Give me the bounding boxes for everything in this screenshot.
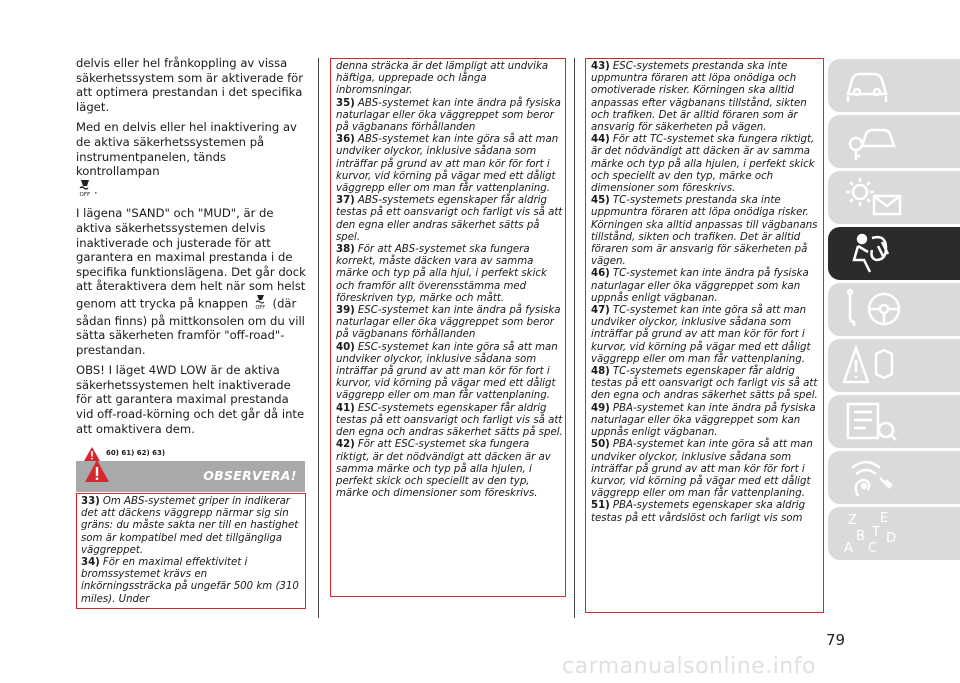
note-text: ABS-systemet kan inte ändra på fysiska naturlagar eller öka väggreppet som beror på vägbanans förhållanden [336, 97, 561, 134]
note-item [81, 557, 300, 606]
note-number: 36) [336, 134, 355, 146]
note-text: För att ABS-systemet ska fungera korrekt, måste däcken vara av samma märke och typ på alla hjul, i perfekt skick och framför allt överensstämma med föreskriven typ, märke och mått. [336, 244, 547, 304]
note-item [591, 134, 821, 195]
paragraph-2 [76, 120, 308, 200]
note-item [336, 98, 563, 135]
note-item [591, 439, 821, 500]
note-text: ESC-systemets prestanda ska inte uppmuntra föraren att löpa onödiga och omotiverade risker. Körningen ska alltid anpassas efter vägbanans tillstånd, sikten och trafiken. Det är alltid föraren som är ansvarig för säkerheten på vägen. [591, 61, 807, 134]
paragraph-3 [76, 206, 308, 357]
steering-wheel-icon [842, 286, 912, 332]
alphabetical-index-icon [842, 510, 912, 556]
car-key-icon [842, 118, 902, 164]
note-number: 50) [591, 439, 610, 451]
watermark: carmanualsonline.info [562, 654, 816, 679]
note-text: PBA-systemet kan inte ändra på fysiska naturlagar eller öka väggreppet som kan uppnås enligt vägbanan. [591, 402, 816, 439]
index-letter: E [880, 511, 889, 526]
note-number: 42) [336, 439, 355, 451]
esc-off-button-icon [254, 294, 267, 314]
note-text: TC-systemets egenskaper får aldrig testas på ett oansvarigt och farligt vis så att den egna och andras säkerhet sätts på spel. [591, 366, 818, 402]
tab-index[interactable] [828, 507, 960, 560]
note-text: ABS-systemets egenskaper får aldrig testas på ett oansvarigt och farligt vis så att den egna eller andras säkerhet sätts på spel. [336, 195, 563, 243]
note-number: 51) [591, 500, 610, 512]
note-text: PBA-systemet kan inte göra så att man undviker olyckor, inklusive sådana som inträffar på grund av att man kör för fort i kurvor, vid körning på vägar med ett dåligt väggrepp eller om man får vattenplaning. [591, 439, 813, 500]
tab-keys[interactable] [828, 115, 960, 168]
note-item [81, 496, 300, 557]
note-number: 35) [336, 97, 355, 109]
service-checklist-icon [842, 398, 902, 444]
note-text: ESC-systemets egenskaper får aldrig testas på ett oansvarigt och farligt vis så att den egna och andras säkerhet sätts på spel. [336, 402, 563, 439]
note-number: 40) [336, 341, 355, 353]
note-text: TC-systemets prestanda ska inte uppmuntra föraren att löpa onödiga risker. Körningen ska alltid anpassas till vägbanans tillstånd, sikten och trafiken. Det är alltid föraren som är ansvarig för säkerheten på vägen. [591, 195, 818, 268]
note-item [336, 439, 563, 500]
index-letter: D [886, 531, 897, 546]
note-number: 39) [336, 305, 355, 317]
note-item [591, 268, 821, 305]
note-number: 37) [336, 195, 355, 207]
index-letter: T [872, 525, 880, 540]
note-text: Om ABS-systemet griper in indikerar det att däckens väggrepp närmar sig sin gräns: du måste sakta ner till en hastighet som är kompatibel med det tillgängliga väggreppet. [81, 496, 299, 556]
note-item [336, 244, 563, 305]
note-item [336, 403, 563, 440]
observera-title: OBSERVERA! [203, 468, 297, 483]
note-item [591, 195, 821, 268]
tab-dashboard[interactable] [828, 59, 960, 112]
paragraph-3-end: (där sådan finns) på mittkonsolen om du vill sätta säkerheten framför "off-road"-prestandan. [76, 296, 305, 357]
index-letter: Z [848, 513, 857, 528]
note-item [591, 305, 821, 366]
paragraph-2-end: . [94, 182, 98, 197]
tab-lights-messages[interactable] [828, 171, 960, 224]
safety-airbag-icon [842, 230, 902, 276]
tab-driving[interactable] [828, 283, 960, 336]
index-letter: B [856, 529, 865, 544]
tab-multimedia[interactable] [828, 451, 960, 504]
note-text: För att ESC-systemet ska fungera riktigt, är det nödvändigt att däcken är av samma märke och typ på alla hjulen, i perfekt skick och speciellt av den typ, märke och dimensioner som föreskrivs. [336, 439, 551, 500]
note-number: 48) [591, 366, 610, 378]
icon-off-label: OFF [79, 191, 91, 197]
note-number: 47) [591, 305, 610, 317]
warning-reference-numbers: 60) 61) 62) 63) [106, 449, 166, 458]
warning-triangle-icon [842, 342, 902, 388]
note-text: För en maximal effektivitet i bromssystemet krävs en inkörningssträcka på ungefär 500 km (310 miles). Under [81, 557, 299, 605]
note-text: TC-systemet kan inte göra så att man undviker olyckor, inklusive sådana som inträffar på grund av att man kör för fort i kurvor, vid körning på vägar med ett dåligt väggrepp eller om man får vattenplaning. [591, 305, 811, 365]
note-item [336, 134, 563, 195]
observera-banner [76, 461, 305, 492]
note-number: 46) [591, 268, 610, 280]
note-item [591, 403, 821, 440]
note-item [336, 305, 563, 342]
note-number: 33) [81, 496, 100, 507]
notes-box-column-2 [330, 58, 566, 597]
paragraph-4: OBS! I läget 4WD LOW är de aktiva säkerhetssystemen helt inaktiverade för att garantera maximal prestanda vid off-road-körning och det går då inte att omaktivera dem. [76, 363, 305, 436]
caution-triangle-icon [84, 459, 110, 483]
esc-off-warning-light-icon [78, 179, 92, 201]
body-text-column [76, 56, 308, 461]
warning-references [84, 446, 308, 461]
notes-box-column-3 [585, 58, 824, 613]
note-text: För att TC-systemet ska fungera riktigt, är det nödvändigt att däcken är av samma märke och typ på alla hjulen, i perfekt skick och speciellt av den typ, märke och dimensioner som föreskrivs. [591, 134, 815, 195]
index-letter: C [868, 541, 878, 556]
note-text: TC-systemet kan inte ändra på fysiska naturlagar eller öka väggreppet som kan uppnås enligt vägbanan. [591, 268, 809, 304]
column-divider [318, 58, 319, 618]
note-number: 49) [591, 402, 610, 414]
note-text: PBA-systemets egenskaper ska aldrig testas på ett vårdslöst och farligt vis som [591, 500, 806, 524]
tab-service[interactable] [828, 395, 960, 448]
note-number: 44) [591, 134, 610, 146]
observera-notes-box [76, 493, 306, 609]
lights-message-icon [842, 174, 912, 220]
note-item [336, 195, 563, 244]
note-number: 45) [591, 195, 610, 207]
car-dashboard-icon [842, 62, 892, 108]
paragraph-3-text: I lägena "SAND" och "MUD", är de aktiva säkerhetssystemen delvis inaktiverade och justerade för att garantera en maximal prestanda i de specifika funktionslägena. Det går dock att återaktivera dem helt när som helst genom att trycka på knappen [76, 206, 306, 311]
note-continuation: denna sträcka är det lämpligt att undvika häftiga, upprepade och långa inbromsningar. [336, 61, 549, 97]
tab-safety[interactable] [828, 227, 960, 280]
note-item [591, 500, 821, 524]
paragraph-2-text: Med en delvis eller hel inaktivering av de aktiva säkerhetssystemen på instrumentpanelen, tänds kontrollampan [76, 120, 297, 179]
note-item [336, 342, 563, 403]
note-text: ESC-systemet kan inte ändra på fysiska naturlagar eller öka väggreppet som beror på vägbanans förhållanden [336, 305, 561, 341]
note-item [591, 61, 821, 134]
note-number: 34) [81, 557, 100, 569]
index-letter: A [844, 541, 853, 556]
paragraph-1: delvis eller hel frånkoppling av vissa säkerhetssystem som är aktiverade för att optimera prestandan i det specifika läget. [76, 56, 304, 114]
tab-emergency[interactable] [828, 339, 960, 392]
note-text: ESC-systemet kan inte göra så att man undviker olyckor, inklusive sådana som inträffar på grund av att man kör för fort i kurvor, vid körning på vägar med ett dåligt väggrepp eller om man får vattenplaning. [336, 341, 558, 402]
note-number: 43) [591, 61, 610, 72]
note-text: ABS-systemet kan inte göra så att man undviker olyckor, inklusive sådana som inträffar på grund av att man kör för fort i kurvor, vid körning på vägar med ett dåligt väggrepp eller om man får vattenplaning. [336, 134, 559, 195]
note-number: 38) [336, 244, 355, 256]
note-item [591, 366, 821, 403]
column-divider [574, 58, 575, 618]
page-number: 79 [826, 631, 846, 649]
multimedia-icon [842, 454, 902, 500]
note-number: 41) [336, 402, 355, 414]
button-icon-off-label: OFF [255, 304, 266, 310]
